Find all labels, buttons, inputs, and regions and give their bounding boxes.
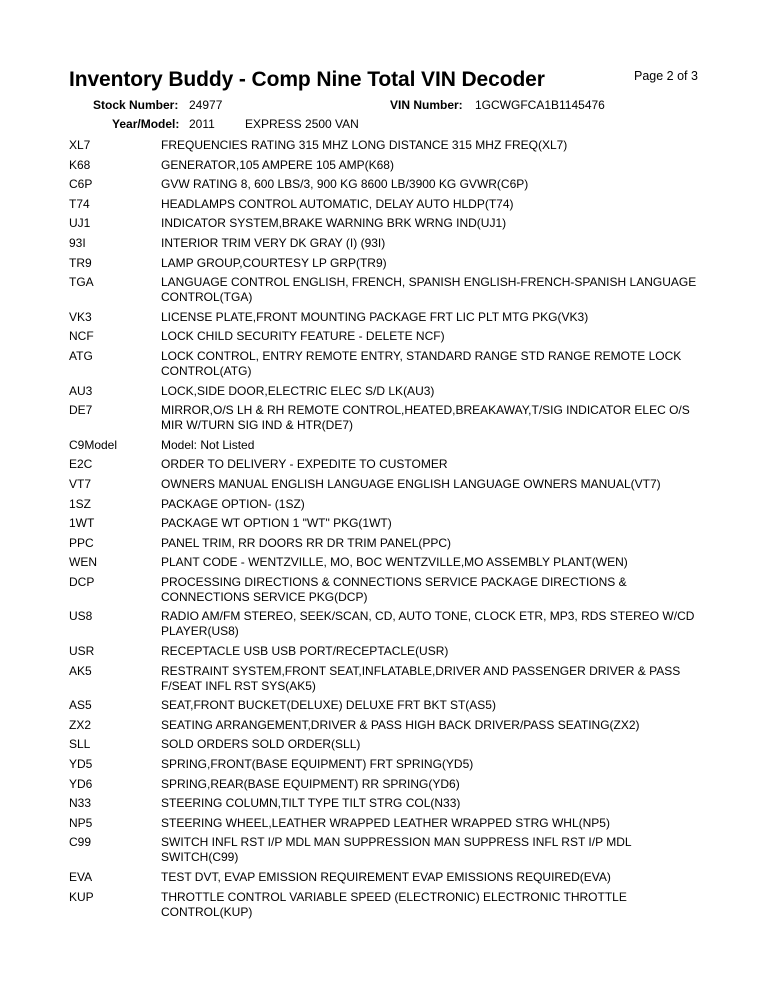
option-description: Model: Not Listed [161,437,255,452]
option-description: PLANT CODE - WENTZVILLE, MO, BOC WENTZVILLE,MO ASSEMBLY PLANT(WEN) [161,555,628,570]
option-code: TGA [69,275,94,290]
list-item [69,516,709,531]
list-item [69,275,709,305]
stock-number-label: Stock Number: [93,98,179,112]
option-description: STEERING WHEEL,LEATHER WRAPPED LEATHER WRAPPED STRG WHL(NP5) [161,815,610,830]
option-code: YD6 [69,776,93,791]
stock-number-value: 24977 [189,98,223,112]
option-code: XL7 [69,138,91,152]
list-item [69,644,709,659]
option-code: AS5 [69,698,92,713]
option-code: TR9 [69,255,92,270]
option-description: LOCK CHILD SECURITY FEATURE - DELETE NCF) [161,329,445,344]
option-code: ZX2 [69,717,92,732]
option-code: T74 [69,196,90,211]
list-item [69,158,709,173]
year-model-label: Year/Model: [112,117,180,131]
option-code: 1SZ [69,496,92,511]
list-item [69,835,709,865]
option-code: WEN [69,555,97,570]
list-item [69,403,709,433]
option-code: ATG [69,348,93,363]
option-description: INTERIOR TRIM VERY DK GRAY (I) (93I) [161,235,386,250]
option-description: ORDER TO DELIVERY - EXPEDITE TO CUSTOMER [161,457,448,472]
option-code: AU3 [69,383,93,398]
option-description: LAMP GROUP,COURTESY LP GRP(TR9) [161,255,387,270]
option-description: FREQUENCIES RATING 315 MHZ LONG DISTANCE 315 MHZ FREQ(XL7) [161,138,568,152]
list-item [69,870,709,885]
option-description: LICENSE PLATE,FRONT MOUNTING PACKAGE FRT LIC PLT MTG PKG(VK3) [161,309,589,324]
option-description: RECEPTACLE USB USB PORT/RECEPTACLE(USR) [161,644,449,659]
option-code: NP5 [69,815,93,830]
option-code: NCF [69,329,94,344]
option-description: SWITCH INFL RST I/P MDL MAN SUPPRESSION MAN SUPPRESS INFL RST I/P MDL SWITCH(C99) [161,835,632,865]
list-item [69,796,709,811]
option-code: EVA [69,870,93,884]
option-code: E2C [69,457,93,472]
option-description: SOLD ORDERS SOLD ORDER(SLL) [161,737,361,752]
option-description: INDICATOR SYSTEM,BRAKE WARNING BRK WRNG IND(UJ1) [161,216,507,231]
list-item [69,664,709,694]
option-description: STEERING COLUMN,TILT TYPE TILT STRG COL(N33) [161,796,461,811]
list-item [69,256,709,271]
option-code: C6P [69,177,93,192]
option-description: SPRING,FRONT(BASE EQUIPMENT) FRT SPRING(YD5) [161,757,474,772]
option-description: RESTRAINT SYSTEM,FRONT SEAT,INFLATABLE,DRIVER AND PASSENGER DRIVER & PASS F/SEAT INFL RST SYS(AK5) [161,663,681,693]
vin-number-value: 1GCWGFCA1B1145476 [475,98,605,112]
option-code: VT7 [69,476,92,491]
list-item [69,216,709,231]
option-code: US8 [69,609,93,624]
option-description: GVW RATING 8, 600 LBS/3, 900 KG 8600 LB/3900 KG GVWR(C6P) [161,177,529,192]
list-item [69,555,709,570]
option-code: KUP [69,889,94,904]
option-code: AK5 [69,663,92,678]
option-description: SEAT,FRONT BUCKET(DELUXE) DELUXE FRT BKT ST(AS5) [161,698,496,713]
year-value: 2011 [189,117,215,131]
list-item [69,816,709,831]
option-description: SEATING ARRANGEMENT,DRIVER & PASS HIGH BACK DRIVER/PASS SEATING(ZX2) [161,717,640,732]
option-description: PROCESSING DIRECTIONS & CONNECTIONS SERVICE PACKAGE DIRECTIONS & CONNECTIONS SERVICE PKG(DCP) [161,574,627,604]
option-description: OWNERS MANUAL ENGLISH LANGUAGE ENGLISH LANGUAGE OWNERS MANUAL(VT7) [161,476,661,491]
list-item [69,349,709,379]
option-code: VK3 [69,309,92,324]
option-description: PACKAGE WT OPTION 1 "WT" PKG(1WT) [161,516,392,531]
option-code: 93I [69,235,86,250]
list-item [69,497,709,512]
list-item [69,236,709,251]
option-codes-list [69,138,709,924]
option-code: DE7 [69,403,93,418]
option-code: YD5 [69,757,93,772]
option-description: RADIO AM/FM STEREO, SEEK/SCAN, CD, AUTO TONE, CLOCK ETR, MP3, RDS STEREO W/CD PLAYER(US8) [161,609,695,639]
option-code: C9Model [69,437,118,452]
list-item [69,609,709,639]
option-description: LOCK CONTROL, ENTRY REMOTE ENTRY, STANDARD RANGE STD RANGE REMOTE LOCK CONTROL(ATG) [161,348,682,378]
option-code: USR [69,644,95,659]
list-item [69,197,709,212]
model-value: EXPRESS 2500 VAN [245,117,359,131]
page-title: Inventory Buddy - Comp Nine Total VIN Decoder [69,68,545,91]
option-description: THROTTLE CONTROL VARIABLE SPEED (ELECTRONIC) ELECTRONIC THROTTLE CONTROL(KUP) [161,889,627,919]
list-item [69,138,709,153]
option-code: DCP [69,574,95,589]
option-code: N33 [69,796,92,811]
list-item [69,177,709,192]
list-item [69,457,709,472]
option-code: C99 [69,835,92,850]
option-description: MIRROR,O/S LH & RH REMOTE CONTROL,HEATED,BREAKAWAY,T/SIG INDICATOR ELEC O/S MIR W/TURN SIG IND & HTR(DE7) [161,403,690,433]
option-code: PPC [69,535,94,550]
list-item [69,536,709,551]
option-description: LOCK,SIDE DOOR,ELECTRIC ELEC S/D LK(AU3) [161,383,435,398]
option-description: GENERATOR,105 AMPERE 105 AMP(K68) [161,157,394,172]
list-item [69,329,709,344]
list-item [69,384,709,399]
list-item [69,698,709,713]
list-item [69,575,709,605]
option-description: PANEL TRIM, RR DOORS RR DR TRIM PANEL(PPC) [161,535,452,550]
option-code: K68 [69,157,91,172]
option-description: LANGUAGE CONTROL ENGLISH, FRENCH, SPANISH ENGLISH-FRENCH-SPANISH LANGUAGE CONTROL(TGA) [161,275,697,305]
option-code: 1WT [69,516,95,531]
option-code: UJ1 [69,216,91,231]
list-item [69,757,709,772]
list-item [69,310,709,325]
list-item [69,737,709,752]
option-description: HEADLAMPS CONTROL AUTOMATIC, DELAY AUTO HLDP(T74) [161,196,514,211]
option-code: SLL [69,737,91,752]
option-description: SPRING,REAR(BASE EQUIPMENT) RR SPRING(YD6) [161,776,460,791]
list-item [69,718,709,733]
list-item [69,438,709,453]
option-description: TEST DVT, EVAP EMISSION REQUIREMENT EVAP EMISSIONS REQUIRED(EVA) [161,870,611,884]
option-description: PACKAGE OPTION- (1SZ) [161,496,305,511]
vin-number-label: VIN Number: [390,98,463,112]
list-item [69,477,709,492]
list-item [69,890,709,920]
page-number: Page 2 of 3 [634,69,698,83]
list-item [69,777,709,792]
